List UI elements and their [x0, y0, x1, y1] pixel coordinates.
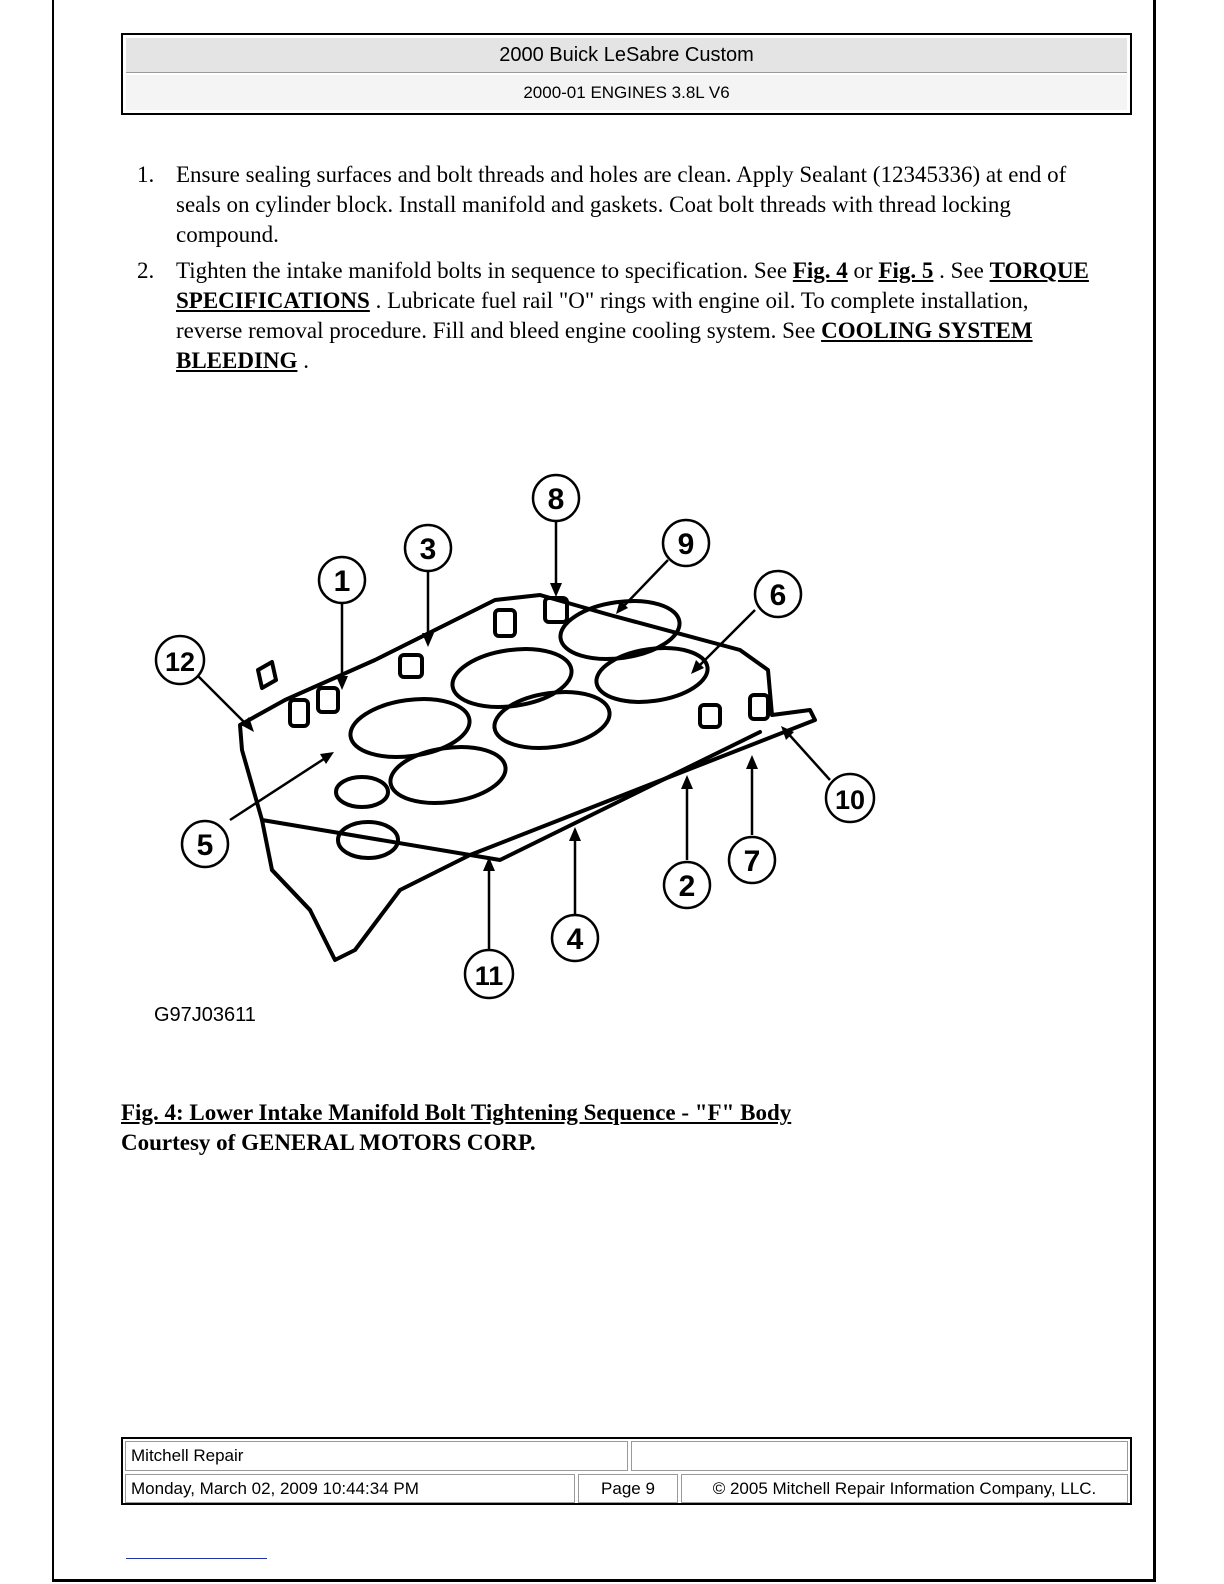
svg-text:2: 2 [678, 870, 696, 903]
header-subtitle: 2000-01 ENGINES 3.8L V6 [126, 75, 1127, 110]
coolant-port [336, 777, 388, 807]
callout-5 [182, 821, 228, 867]
callout-8 [533, 475, 579, 521]
fig-4-link[interactable]: Fig. 4 [792, 258, 848, 283]
cooling-system-bleeding-link[interactable]: COOLING SYSTEM BLEEDING [176, 318, 1033, 373]
svg-text:6: 6 [769, 579, 787, 612]
svg-text:11: 11 [474, 961, 504, 991]
callout-11 [465, 950, 513, 998]
svg-text:5: 5 [196, 829, 214, 862]
runner-port [387, 740, 509, 810]
callout-2 [664, 862, 710, 908]
callout-1 [319, 557, 365, 603]
step-text: Ensure sealing surfaces and bolt threads and holes are clean. Apply Sealant (12345336) at end of seals on cylinder block. Install manifold and gaskets. Coat bolt threads with thread locking compound. [176, 162, 1067, 247]
svg-text:9: 9 [677, 528, 695, 561]
callout-7 [729, 837, 775, 883]
figure-code: G97J03611 [154, 1004, 256, 1026]
svg-text:4: 4 [566, 923, 584, 956]
callout-6 [755, 571, 801, 617]
step-number: 2. [137, 258, 155, 283]
svg-text:3: 3 [419, 533, 437, 566]
footnote-rule [126, 1558, 267, 1559]
step-number: 1. [137, 162, 155, 187]
step-text: . Lubricate fuel rail "O" rings with engine oil. To complete installation, reverse removal procedure. Fill and bleed engine cooling system. See [176, 288, 1029, 343]
svg-text:10: 10 [834, 785, 866, 815]
callout-3 [405, 525, 451, 571]
callout-12 [156, 636, 204, 684]
footer-company: Mitchell Repair [125, 1441, 628, 1471]
step-item [137, 160, 1097, 250]
step-text: Tighten the intake manifold bolts in sequence to specification. See [176, 258, 793, 283]
figure-courtesy: Courtesy of GENERAL MOTORS CORP. [121, 1130, 536, 1155]
header-title: 2000 Buick LeSabre Custom [126, 38, 1127, 73]
torque-specifications-link[interactable]: TORQUE SPECIFICATIONS [176, 258, 1089, 313]
step-text: . [297, 348, 309, 373]
document-header [121, 33, 1132, 115]
fig-5-link[interactable]: Fig. 5 [878, 258, 934, 283]
footer-empty-cell [631, 1441, 1128, 1471]
step-item [137, 256, 1097, 376]
figure-caption: Fig. 4: Lower Intake Manifold Bolt Tightening Sequence - "F" Body [121, 1100, 792, 1125]
intake-manifold-diagram [140, 470, 900, 1000]
document-footer [121, 1437, 1132, 1505]
svg-text:7: 7 [743, 845, 761, 878]
runner-port [347, 692, 474, 764]
callout-10 [826, 774, 874, 822]
footer-datetime: Monday, March 02, 2009 10:44:34 PM [125, 1474, 575, 1503]
step-text: or [847, 258, 879, 283]
footer-copyright: © 2005 Mitchell Repair Information Company, LLC. [681, 1474, 1128, 1503]
svg-text:8: 8 [547, 483, 565, 516]
callout-4 [552, 915, 598, 961]
callout-9 [663, 520, 709, 566]
footer-page-number: Page 9 [578, 1474, 678, 1503]
procedure-steps [137, 160, 1097, 382]
svg-text:12: 12 [164, 647, 196, 677]
svg-text:1: 1 [333, 565, 351, 598]
step-text: . See [933, 258, 990, 283]
